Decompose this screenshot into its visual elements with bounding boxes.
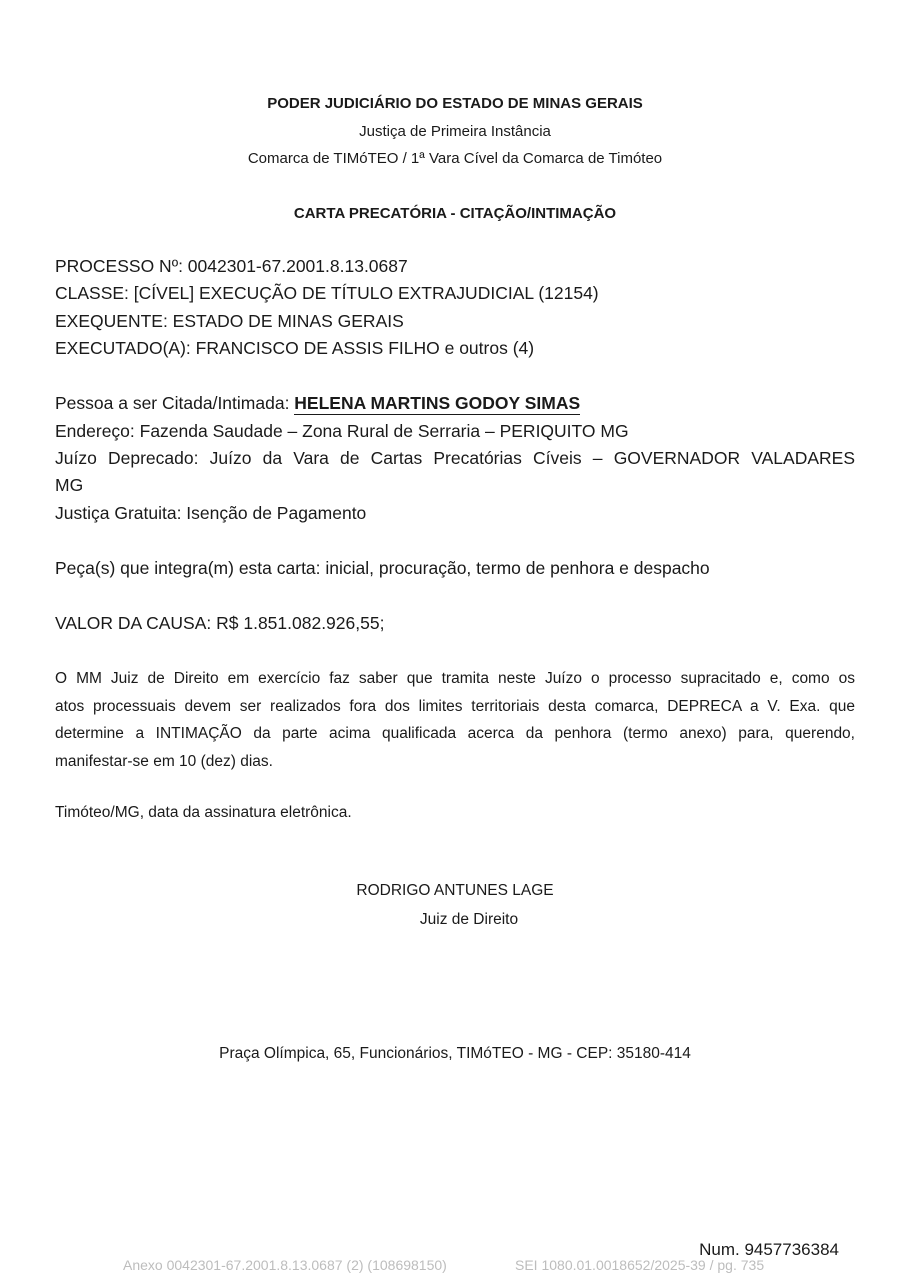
person-name: HELENA MARTINS GODOY SIMAS xyxy=(294,393,581,413)
annex-reference: Anexo 0042301-67.2001.8.13.0687 (2) (108698150) xyxy=(123,1257,447,1273)
body-line: determine a INTIMAÇÃO da parte acima qualificada acerca da penhora (termo anexo) para, querendo, xyxy=(55,725,855,742)
document-number: Num. 9457736384 xyxy=(699,1240,839,1259)
person-label: Pessoa a ser Citada/Intimada: xyxy=(55,393,295,413)
deprecated-court-line-2: MG xyxy=(55,475,84,495)
person-line xyxy=(55,393,580,414)
document-title: CARTA PRECATÓRIA - CITAÇÃO/INTIMAÇÃO xyxy=(293,205,617,222)
case-class: CLASSE: [CÍVEL] EXECUÇÃO DE TÍTULO EXTRAJUDICIAL (12154) xyxy=(55,283,599,303)
process-number: PROCESSO Nº: 0042301-67.2001.8.13.0687 xyxy=(55,256,408,276)
creditor: EXEQUENTE: ESTADO DE MINAS GERAIS xyxy=(55,311,404,331)
deprecated-court-line-1: Juízo Deprecado: Juízo da Vara de Cartas Precatórias Cíveis – GOVERNADOR VALADARES xyxy=(55,448,855,468)
case-value: VALOR DA CAUSA: R$ 1.851.082.926,55; xyxy=(55,613,385,633)
body-line: atos processuais devem ser realizados fora dos limites territoriais desta comarca, DEPRECA a V. Exa. que xyxy=(55,697,855,715)
body-paragraph xyxy=(55,665,855,775)
attachments: Peça(s) que integra(m) esta carta: inicial, procuração, termo de penhora e despacho xyxy=(55,558,710,578)
instance-heading: Justiça de Primeira Instância xyxy=(359,123,551,140)
signatory-role: Juiz de Direito xyxy=(419,911,519,928)
sei-reference: SEI 1080.01.0018652/2025-39 / pg. 735 xyxy=(515,1257,765,1273)
body-line: O MM Juiz de Direito em exercício faz saber que tramita neste Juízo o processo supracitado e, como os xyxy=(55,670,855,687)
free-justice: Justiça Gratuita: Isenção de Pagamento xyxy=(55,503,367,523)
signatory-name: RODRIGO ANTUNES LAGE xyxy=(356,882,554,899)
place-date: Timóteo/MG, data da assinatura eletrônica. xyxy=(55,804,352,821)
footer-address: Praça Olímpica, 65, Funcionários, TIMóTEO - MG - CEP: 35180-414 xyxy=(219,1045,691,1062)
body-line: manifestar-se em 10 (dez) dias. xyxy=(55,752,273,770)
court-heading: PODER JUDICIÁRIO DO ESTADO DE MINAS GERAIS xyxy=(267,95,643,112)
district-heading: Comarca de TIMóTEO / 1ª Vara Cível da Comarca de Timóteo xyxy=(247,150,663,167)
debtor: EXECUTADO(A): FRANCISCO DE ASSIS FILHO e outros (4) xyxy=(55,338,535,358)
person-address: Endereço: Fazenda Saudade – Zona Rural de Serraria – PERIQUITO MG xyxy=(55,421,629,441)
